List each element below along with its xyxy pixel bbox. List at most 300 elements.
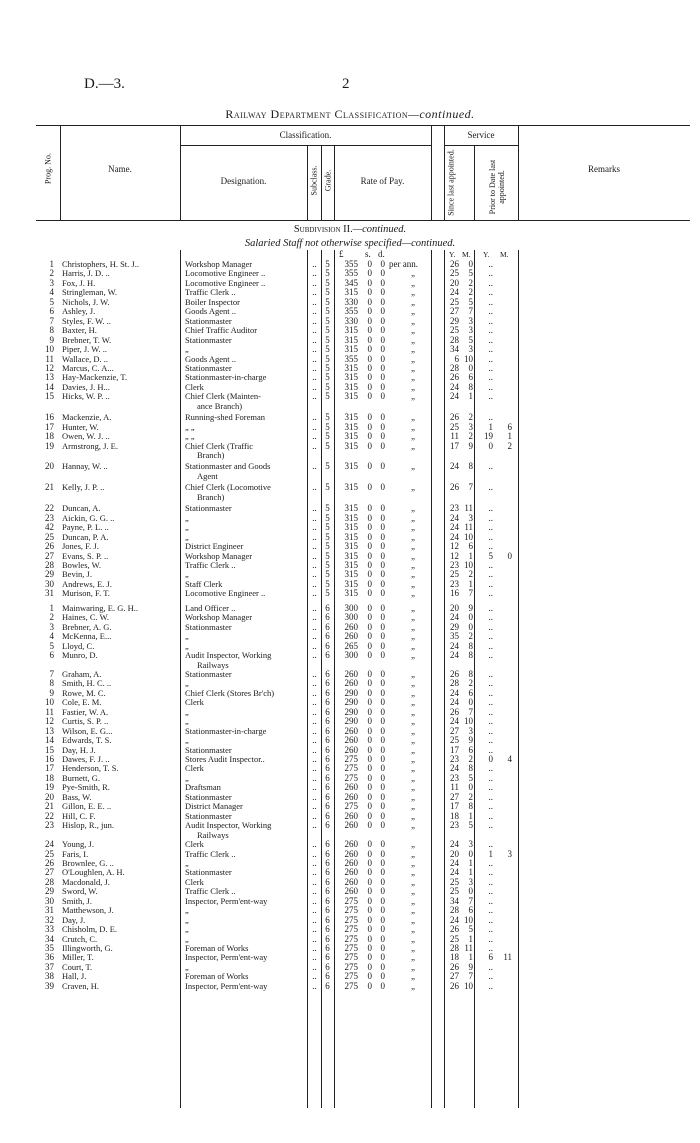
service-header: Service (467, 130, 495, 140)
staff-name: Baxter, H. (62, 325, 97, 336)
prior-years: .. (488, 668, 493, 679)
prog-no: 37 (45, 961, 54, 972)
pay-pounds: 260 (344, 631, 358, 642)
pay-unit: „ (411, 372, 415, 383)
grade: 6 (325, 763, 330, 774)
pay-unit: „ (411, 763, 415, 774)
designation: Stationmaster (185, 668, 232, 679)
staff-name: Lloyd, C. (62, 640, 95, 651)
subclass: .. (312, 268, 317, 279)
prog-no: 21 (45, 801, 54, 812)
pay-pence: 0 (380, 933, 385, 944)
pay-shillings: 0 (367, 325, 372, 336)
staff-name: Hall, J. (62, 971, 87, 982)
pay-pence: 0 (380, 735, 385, 746)
designation: „ (185, 905, 189, 916)
pay-pence: 0 (380, 820, 385, 831)
pay-pence: 0 (380, 412, 385, 423)
pay-shillings: 0 (367, 801, 372, 812)
subclass: .. (312, 391, 317, 402)
designation-continued: Branch) (197, 450, 225, 460)
pay-shillings: 0 (367, 754, 372, 764)
subclass: .. (312, 735, 317, 746)
designation: Chief Clerk (Locomotive (185, 482, 271, 493)
pay-shillings: 0 (367, 905, 372, 916)
pay-unit: „ (411, 287, 415, 298)
pay-shillings: 0 (367, 820, 372, 831)
staff-name: Gillon, E. E. .. (62, 801, 112, 812)
service-years: 12 (450, 541, 459, 551)
staff-name: Crutch, C. (62, 933, 98, 944)
subclass: .. (312, 801, 317, 812)
prior-years: .. (488, 971, 493, 982)
subclass: .. (312, 431, 317, 442)
pay-pence: 0 (380, 431, 385, 442)
prog-no: 14 (45, 381, 54, 392)
designation: Clerk (185, 381, 204, 392)
designation: Foreman of Works (185, 971, 249, 982)
grade: 6 (325, 924, 330, 935)
pay-pounds: 260 (344, 621, 358, 632)
pay-shillings: 0 (367, 631, 372, 642)
prior-years: .. (488, 372, 493, 383)
designation: Inspector, Perm'ent-way (185, 980, 268, 991)
subclass: .. (312, 421, 317, 432)
grade: 6 (325, 961, 330, 972)
service-months: 1 (468, 578, 473, 589)
grade: 6 (325, 810, 330, 821)
pay-pounds: 275 (344, 914, 358, 925)
prior-years: .. (488, 801, 493, 812)
prior-years: 0 (488, 440, 493, 451)
pay-pence: 0 (380, 461, 385, 472)
grade: 5 (325, 296, 330, 307)
pay-pounds: 275 (344, 961, 358, 972)
service-months: 9 (468, 440, 473, 451)
subclass: .. (312, 372, 317, 383)
service-months: 0 (468, 886, 473, 897)
designation: Stationmaster (185, 503, 232, 514)
designation: Workshop Manager (185, 259, 253, 269)
staff-name: McKenna, E... (62, 631, 112, 642)
service-months: 11 (464, 943, 473, 953)
pay-unit: „ (411, 725, 415, 736)
prior-years: 5 (488, 550, 493, 561)
service-months: 9 (468, 602, 473, 613)
pay-unit: „ (411, 569, 415, 580)
grade: 6 (325, 857, 330, 868)
grade: 6 (325, 943, 330, 953)
pay-shillings: 0 (367, 431, 372, 442)
prior-years: .. (488, 914, 493, 925)
pay-shillings: 0 (367, 706, 372, 717)
grade: 5 (325, 259, 330, 269)
pay-pounds: 315 (344, 421, 358, 432)
pay-unit: „ (411, 344, 415, 354)
service-years: 24 (450, 867, 459, 878)
service-years: 20 (450, 602, 459, 613)
service-years: 24 (450, 461, 459, 472)
pay-pence: 0 (380, 287, 385, 298)
service-months: 2 (468, 791, 473, 802)
service-months: 0 (468, 621, 473, 632)
prog-no: 31 (45, 588, 54, 599)
pay-pence: 0 (380, 640, 385, 651)
grade: 6 (325, 933, 330, 944)
service-months: 3 (468, 725, 473, 736)
grade: 6 (325, 650, 330, 660)
pay-unit: „ (411, 650, 415, 660)
pay-pence: 0 (380, 706, 385, 717)
prog-no: 10 (45, 344, 54, 354)
designation: „ (185, 961, 189, 972)
pay-pence: 0 (380, 886, 385, 897)
pay-unit: „ (411, 602, 415, 613)
prog-no: 12 (45, 362, 54, 373)
subclass: .. (312, 876, 317, 887)
prior-months: 1 (507, 431, 512, 442)
designation: „ (185, 857, 189, 868)
subclass: .. (312, 697, 317, 708)
staff-name: Ashley, J. (62, 306, 96, 317)
pay-unit: „ (411, 391, 415, 402)
prog-no: 15 (45, 744, 54, 755)
prog-no: 16 (45, 412, 54, 423)
pay-shillings: 0 (367, 924, 372, 935)
service-years: 25 (450, 876, 459, 887)
pay-pence: 0 (380, 650, 385, 660)
designation: Chief Clerk (Stores Br'ch) (185, 687, 275, 698)
prog-no: 32 (45, 914, 54, 925)
grade: 5 (325, 381, 330, 392)
designation: Workshop Manager (185, 550, 253, 561)
pay-unit: „ (411, 277, 415, 288)
service-months: 1 (468, 550, 473, 561)
pay-pence: 0 (380, 839, 385, 849)
subclass: .. (312, 706, 317, 717)
designation: Stationmaster (185, 621, 232, 632)
service-months: 10 (464, 980, 473, 991)
pay-pence: 0 (380, 867, 385, 878)
designation: Workshop Manager (185, 612, 253, 623)
grade: 6 (325, 602, 330, 613)
designation: „ (185, 522, 189, 533)
pay-shillings: 0 (367, 725, 372, 736)
designation-continued: Agent (197, 470, 218, 481)
pay-unit: „ (411, 716, 415, 727)
staff-name: Bass, W. (62, 791, 92, 802)
pay-unit: „ (411, 867, 415, 878)
pay-pounds: 260 (344, 744, 358, 755)
pay-unit: „ (411, 706, 415, 717)
pay-shillings: 0 (367, 287, 372, 298)
grade: 5 (325, 277, 330, 288)
subclass: .. (312, 791, 317, 802)
staff-name: Davies, J. H... (62, 381, 110, 392)
grade: 5 (325, 306, 330, 317)
pay-unit: „ (411, 612, 415, 623)
pay-pounds: 260 (344, 848, 358, 859)
pay-pounds: 315 (344, 461, 358, 472)
designation: Clerk (185, 839, 204, 849)
grade: 6 (325, 895, 330, 906)
service-years: 27 (450, 791, 459, 802)
service-months: 6 (468, 687, 473, 698)
pay-unit: „ (411, 578, 415, 589)
grade: 5 (325, 315, 330, 326)
pay-pounds: 355 (344, 306, 358, 317)
pay-pence: 0 (380, 895, 385, 906)
pay-shillings: 0 (367, 782, 372, 793)
subclass: .. (312, 895, 317, 906)
service-months: 2 (468, 287, 473, 298)
grade: 5 (325, 461, 330, 472)
pay-pence: 0 (380, 791, 385, 802)
subclass: .. (312, 961, 317, 972)
grade: 6 (325, 668, 330, 679)
service-years: 26 (450, 412, 459, 423)
pay-unit: „ (411, 431, 415, 442)
prog-no: 18 (45, 772, 54, 783)
pay-shillings: 0 (367, 687, 372, 698)
designation: „ (185, 716, 189, 727)
prog-no: 13 (45, 725, 54, 736)
pay-unit: „ (411, 412, 415, 423)
pay-shillings: 0 (367, 588, 372, 599)
pay-pounds: 260 (344, 839, 358, 849)
service-years: 11 (450, 431, 459, 442)
service-months: 1 (468, 857, 473, 868)
subclass: .. (312, 725, 317, 736)
service-years: 25 (450, 268, 459, 279)
subclass: .. (312, 763, 317, 774)
prog-no: 42 (45, 522, 54, 533)
pay-pounds: 315 (344, 578, 358, 589)
pay-pence: 0 (380, 503, 385, 514)
prog-no: 23 (45, 820, 54, 831)
service-months: 6 (468, 372, 473, 383)
pay-pence: 0 (380, 512, 385, 523)
pay-pence: 0 (380, 725, 385, 736)
subclass: .. (312, 971, 317, 982)
pay-shillings: 0 (367, 372, 372, 383)
grade: 5 (325, 578, 330, 589)
service-years: 28 (450, 362, 459, 373)
prior-years: .. (488, 531, 493, 542)
subclass: .. (312, 550, 317, 561)
designation: Staff Clerk (185, 578, 223, 589)
pay-shillings: 0 (367, 315, 372, 326)
prior-years: .. (488, 315, 493, 326)
service-years: 24 (450, 512, 459, 523)
subclass: .. (312, 362, 317, 373)
pay-pounds: 260 (344, 876, 358, 887)
pay-pence: 0 (380, 744, 385, 755)
service-months: 5 (468, 772, 473, 783)
designation: Goods Agent .. (185, 306, 236, 317)
staff-name: Burnett, G. (62, 772, 101, 783)
grade: 5 (325, 353, 330, 364)
pay-unit: „ (411, 801, 415, 812)
designation: „ (185, 631, 189, 642)
prog-no: 39 (45, 980, 54, 991)
pay-pounds: 315 (344, 372, 358, 383)
pay-pounds: 300 (344, 650, 358, 660)
service-years: 25 (450, 735, 459, 746)
pay-shillings: 0 (367, 421, 372, 432)
pay-pence: 0 (380, 801, 385, 812)
designation: District Engineer (185, 541, 244, 551)
service-years: 28 (450, 943, 459, 953)
designation: Boiler Inspector (185, 296, 240, 307)
subclass: .. (312, 782, 317, 793)
pay-shillings: 0 (367, 961, 372, 972)
designation: Stores Audit Inspector.. (185, 754, 265, 764)
pay-unit: „ (411, 334, 415, 345)
prior-years: .. (488, 791, 493, 802)
staff-name: Brebner, A. G. (62, 621, 112, 632)
designation: Traffic Clerk .. (185, 559, 236, 570)
service-months: 8 (468, 763, 473, 774)
staff-name: Miller, T. (62, 952, 94, 963)
prog-no: 9 (49, 687, 54, 698)
pay-pence: 0 (380, 578, 385, 589)
designation-continued: Branch) (197, 491, 225, 502)
staff-name: Aickin, G. G. .. (62, 512, 115, 523)
pay-pounds: 290 (344, 687, 358, 698)
designation: Clerk (185, 697, 204, 708)
prog-no: 6 (49, 650, 54, 660)
grade: 6 (325, 640, 330, 651)
service-months: 8 (468, 650, 473, 660)
prog-no: 30 (45, 895, 54, 906)
pay-shillings: 0 (367, 933, 372, 944)
prior-months: 0 (507, 550, 512, 561)
pay-unit: „ (411, 735, 415, 746)
service-months: 3 (468, 839, 473, 849)
prog-no: 33 (45, 924, 54, 935)
pay-unit: „ (411, 943, 415, 953)
service-months: 10 (464, 716, 473, 727)
service-months: 5 (468, 924, 473, 935)
service-months: 8 (468, 461, 473, 472)
pay-unit: „ (411, 914, 415, 925)
designation: „ (185, 924, 189, 935)
designation: Stationmaster (185, 791, 232, 802)
service-years: 29 (450, 621, 459, 632)
pay-shillings: 0 (367, 268, 372, 279)
grade: 5 (325, 569, 330, 580)
designation: „ (185, 569, 189, 580)
pay-pounds: 315 (344, 344, 358, 354)
prog-no: 14 (45, 735, 54, 746)
prior-years-unit: Y. (483, 250, 490, 259)
subclass: .. (312, 924, 317, 935)
pay-shillings: 0 (367, 440, 372, 451)
designation: Stationmaster (185, 362, 232, 373)
prog-no: 30 (45, 578, 54, 589)
pay-shillings: 0 (367, 503, 372, 514)
service-years: 26 (450, 668, 459, 679)
subdivision-title (0, 224, 700, 235)
prior-months: 3 (507, 848, 512, 859)
pay-shillings: 0 (367, 697, 372, 708)
staff-name: Macdonald, J. (62, 876, 110, 887)
pay-pounds: 290 (344, 697, 358, 708)
grade: 6 (325, 867, 330, 878)
pay-pounds: 260 (344, 725, 358, 736)
staff-name: Henderson, T. S. (62, 763, 119, 774)
grade: 6 (325, 678, 330, 689)
prior-years: .. (488, 325, 493, 336)
designation: District Manager (185, 801, 243, 812)
pay-unit: „ (411, 541, 415, 551)
prior-years: .. (488, 306, 493, 317)
prior-years: .. (488, 588, 493, 599)
prior-years: .. (488, 353, 493, 364)
pay-shillings: 0 (367, 559, 372, 570)
subclass: .. (312, 640, 317, 651)
subclass: .. (312, 687, 317, 698)
prior-years: .. (488, 706, 493, 717)
prior-years: .. (488, 559, 493, 570)
prior-years: .. (488, 381, 493, 392)
pay-pounds: 275 (344, 801, 358, 812)
pay-pounds: 330 (344, 315, 358, 326)
pay-pence: 0 (380, 943, 385, 953)
pay-pence: 0 (380, 687, 385, 698)
staff-name: Edwards, T. S. (62, 735, 112, 746)
service-years: 12 (450, 550, 459, 561)
staff-name: Bevin, J. (62, 569, 92, 580)
designation: Goods Agent .. (185, 353, 236, 364)
prior-months: 4 (507, 754, 512, 764)
prior-years: .. (488, 296, 493, 307)
prog-no: 20 (45, 791, 54, 802)
pay-pence: 0 (380, 277, 385, 288)
service-years: 17 (450, 744, 459, 755)
pay-unit: „ (411, 381, 415, 392)
pay-pence: 0 (380, 612, 385, 623)
staff-name: Mainwaring, E. G. H.. (62, 602, 139, 613)
designation: Stationmaster-in-charge (185, 372, 267, 383)
prog-no: 1 (49, 602, 54, 613)
service-months: 0 (468, 259, 473, 269)
pay-pounds: 260 (344, 820, 358, 831)
pay-unit: „ (411, 482, 415, 493)
service-months: 3 (468, 421, 473, 432)
subclass: .. (312, 612, 317, 623)
service-months: 7 (468, 306, 473, 317)
pay-pounds: 355 (344, 353, 358, 364)
service-years: 35 (450, 631, 459, 642)
pay-shillings: 0 (367, 980, 372, 991)
staff-name: Hicks, W. P. .. (62, 391, 110, 402)
service-years: 24 (450, 697, 459, 708)
service-years: 24 (450, 857, 459, 868)
pence-unit: d. (378, 249, 385, 259)
pay-unit: „ (411, 952, 415, 963)
pay-pence: 0 (380, 980, 385, 991)
grade: 5 (325, 588, 330, 599)
pay-shillings: 0 (367, 578, 372, 589)
pay-pounds: 315 (344, 412, 358, 423)
designation-continued: Railways (197, 829, 229, 840)
prior-years: .. (488, 876, 493, 887)
prog-no: 28 (45, 559, 54, 570)
grade: 6 (325, 716, 330, 727)
service-years: 34 (450, 344, 459, 354)
